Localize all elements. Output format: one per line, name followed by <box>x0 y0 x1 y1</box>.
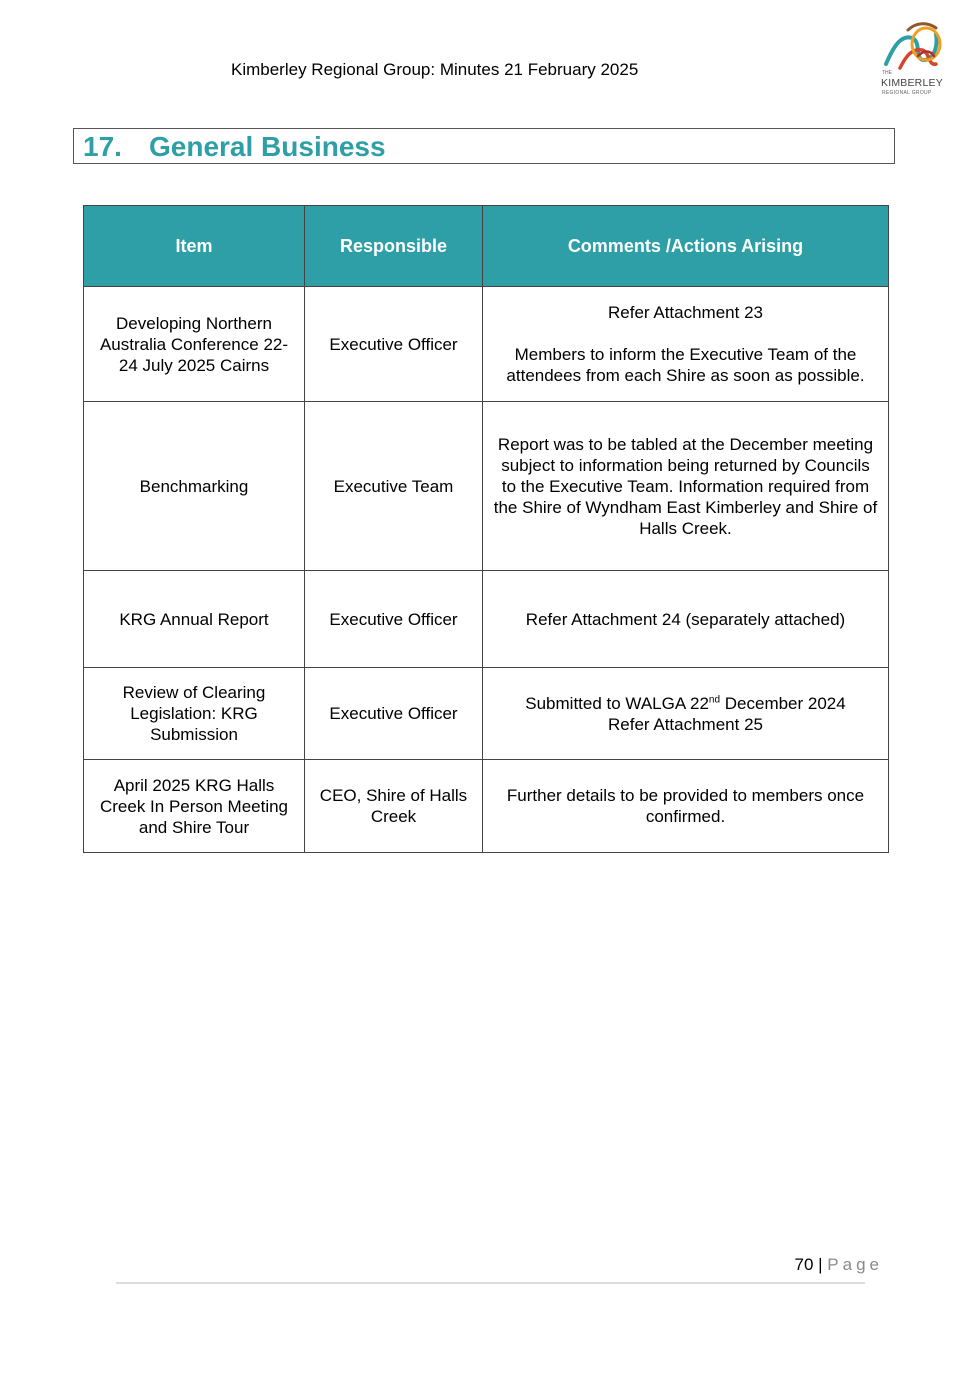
column-header-responsible: Responsible <box>305 206 483 287</box>
responsible-cell: CEO, Shire of Halls Creek <box>305 760 483 853</box>
responsible-cell: Executive Officer <box>305 287 483 402</box>
logo-name-text: KIMBERLEY <box>881 77 943 89</box>
page-label: Page <box>827 1255 883 1274</box>
document-header-title: Kimberley Regional Group: Minutes 21 February 2025 <box>231 60 639 79</box>
logo-subtitle-text: REGIONAL GROUP <box>882 90 932 96</box>
kimberley-logo <box>872 20 952 100</box>
column-header-item: Item <box>84 206 305 287</box>
section-heading-box <box>73 128 895 164</box>
table-row <box>84 287 889 402</box>
comment-line: Refer Attachment 25 <box>608 714 763 734</box>
comment-cell <box>483 287 889 402</box>
item-cell: April 2025 KRG Halls Creek In Person Meeting and Shire Tour <box>84 760 305 853</box>
item-cell: Benchmarking <box>84 402 305 571</box>
comment-line: Refer Attachment 23 <box>608 303 763 322</box>
page-number: 70 <box>794 1255 814 1274</box>
general-business-table <box>83 205 889 853</box>
ordinal-suffix: nd <box>708 693 721 705</box>
table-row <box>84 571 889 668</box>
responsible-cell: Executive Officer <box>305 571 483 668</box>
table-row <box>84 760 889 853</box>
item-cell: KRG Annual Report <box>84 571 305 668</box>
comment-cell: Refer Attachment 24 (separately attached) <box>483 571 889 668</box>
responsible-cell: Executive Team <box>305 402 483 571</box>
comment-text: Submitted to WALGA 22 <box>525 693 709 713</box>
item-cell: Review of Clearing Legislation: KRG Submission <box>84 668 305 760</box>
table-header-row <box>84 206 889 287</box>
table-row <box>84 668 889 760</box>
item-cell: Developing Northern Australia Conference 22-24 July 2025 Cairns <box>84 287 305 402</box>
table-row <box>84 402 889 571</box>
section-number: 17. <box>83 131 122 162</box>
page-footer <box>794 1255 883 1275</box>
comment-line: Members to inform the Executive Team of the attendees from each Shire as soon as possible. <box>506 345 865 385</box>
footer-divider <box>116 1282 865 1284</box>
comment-cell: Report was to be tabled at the December meeting subject to information being returned by Councils to the Executive Team. Information required from the Shire of Wyndham East Kimberley and Shire of Halls Creek. <box>483 402 889 571</box>
comment-text: December 2024 <box>720 693 846 713</box>
page-separator: | <box>818 1255 823 1274</box>
column-header-comments: Comments /Actions Arising <box>483 206 889 287</box>
responsible-cell: Executive Officer <box>305 668 483 760</box>
section-title: General Business <box>149 131 386 162</box>
logo-the-text: THE <box>882 70 892 76</box>
comment-cell: Further details to be provided to members once confirmed. <box>483 760 889 853</box>
comment-cell <box>483 668 889 760</box>
